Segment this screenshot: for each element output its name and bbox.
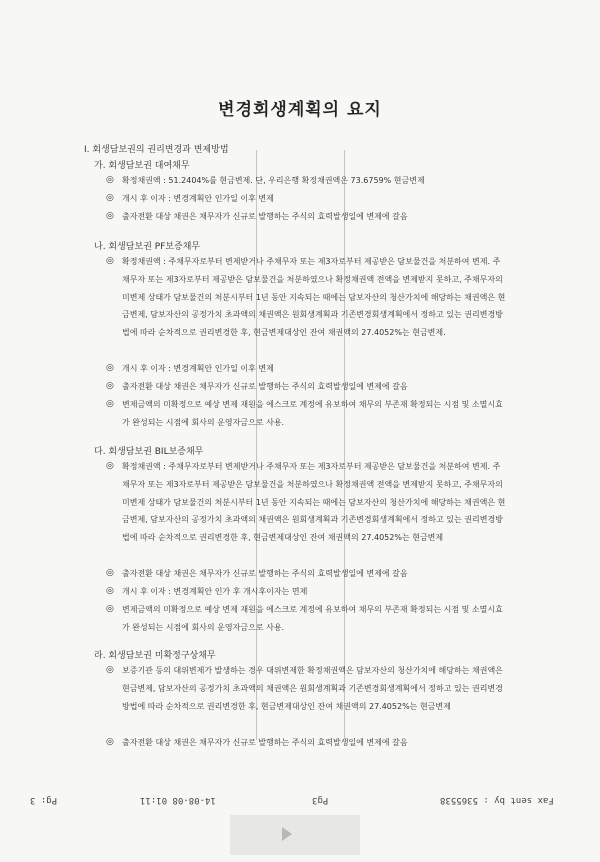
bullet-icon: ◎ [106,399,114,409]
section-d-heading: 라. 회생담보권 미확정구상채무 [94,651,216,661]
footer-time: 14-08-08 01:11 [140,795,216,805]
bullet-icon: ◎ [106,211,114,221]
list-item [106,601,506,637]
bullet-icon: ◎ [106,193,114,203]
bullet-icon: ◎ [106,461,114,471]
list-item [106,360,506,378]
item-text: 출자전환 대상 채권은 채무자가 신규로 발행하는 주식의 효력발생일에 변제에 갈음 [122,382,408,391]
footer-page: Pg: 3 [30,795,58,805]
section-1-heading: I. 회생담보권의 권리변경과 변제방법 [84,145,229,155]
document-title: 변경회생계획의 요지 [218,100,382,120]
fax-footer [0,795,600,815]
bullet-icon: ◎ [106,737,114,747]
footer-pg: Pg3 [312,795,329,805]
list-item [106,565,506,583]
item-text: 개시 후 이자 : 변경계획안 인가일 이후 변제 [122,194,274,203]
section-a-heading: 가. 회생담보권 대여채무 [94,161,190,171]
bullet-icon: ◎ [106,586,114,596]
item-text: 출자전환 대상 채권은 채무자가 신규로 발행하는 주식의 효력발생일에 변제에 갈음 [122,569,408,578]
item-text: 출자전환 대상 채권은 채무자가 신규로 발행하는 주식의 효력발생일에 변제에 갈음 [122,738,408,747]
bullet-icon: ◎ [106,604,114,614]
list-item [106,458,506,547]
list-item [106,172,506,190]
bullet-icon: ◎ [106,256,114,266]
bullet-icon: ◎ [106,665,114,675]
scan-fold-line [256,150,257,740]
footer-fax: Fax sent by : 5365538 [440,795,554,805]
list-item [106,396,506,432]
item-text: 개시 후 이자 : 변경계획안 인가 후 개시후이자는 면제 [122,587,308,596]
bullet-icon: ◎ [106,363,114,373]
list-item [106,734,506,752]
bullet-icon: ◎ [106,568,114,578]
list-item [106,208,506,226]
item-text: 변제금액의 미확정으로 예상 변제 재원을 에스크로 계정에 유보하여 채무의 부존재 확정되는 시점 및 소멸시효가 완성되는 시점에 회사의 운영자금으로 사용. [122,605,503,632]
play-icon [282,827,292,841]
item-text: 변제금액의 미확정으로 예상 변제 재원을 에스크로 계정에 유보하여 채무의 부존재 확정되는 시점 및 소멸시효가 완성되는 시점에 회사의 운영자금으로 사용. [122,400,503,427]
item-text: 개시 후 이자 : 변경계획안 인가일 이후 변제 [122,364,274,373]
list-item [106,378,506,396]
scan-fold-line [344,150,345,740]
item-text: 확정채권액 : 51.2404%를 현금변제. 단, 우리은행 확정채권액은 73.6759% 현금변제 [122,176,425,185]
scan-artifact [230,815,360,855]
item-text: 확정채권액 : 주채무자로부터 변제받거나 주채무자 또는 제3자로부터 제공받은 담보물건을 처분하여 변제. 주채무자 또는 제3자로부터 제공받은 담보물건을 처분하였으나 확정채권액 전액을 변제받지 못하고, 주채무자의 미변제 상태가 담보물건의 처분시부터 1년 동안 지속되는 때에는 담보자산의 청산가치에 해당하는 채권액은 현금변제, 담보자산의 공정가치 초과액의 채권액은 원회생계획과 기존변경회생계획에서 정하고 있는 권리변경방법에 따라 순차적으로 권리변경한 후, 현금변제대상인 잔여 채권액의 27.4052%는 현금변제 [122,462,506,543]
list-item [106,253,506,342]
item-text: 확정채권액 : 주채무자로부터 변제받거나 주채무자 또는 제3자로부터 제공받은 담보물건을 처분하여 변제. 주채무자 또는 제3자로부터 제공받은 담보물건을 처분하였으나 확정채권액 전액을 변제받지 못하고, 주채무자의 미변제 상태가 담보물건의 처분시부터 1년 동안 지속되는 때에는 담보자산의 청산가치에 해당하는 채권액은 현금변제, 담보자산의 공정가치 초과액의 채권액은 원회생계획과 기존변경회생계획에서 정하고 있는 권리변경방법에 따라 순차적으로 권리변경한 후, 현금변제대상인 잔여 채권액의 27.4052%는 현금변제. [122,257,506,338]
list-item [106,190,506,208]
list-item [106,583,506,601]
item-text: 출자전환 대상 채권은 채무자가 신규로 발행하는 주식의 효력발생일에 변제에 갈음 [122,212,408,221]
section-c-heading: 다. 회생담보권 BIL보증채무 [94,447,204,457]
bullet-icon: ◎ [106,381,114,391]
section-b-heading: 나. 회생담보권 PF보증채무 [94,242,201,252]
item-text: 보증기관 등의 대위변제가 발생하는 경우 대위변제한 확정채권액은 담보자산의 청산가치에 해당하는 채권액은 현금변제, 담보자산의 공정가치 초과액의 채권액은 원회생계획과 기존변경회생계획에서 정하고 있는 권리변경방법에 따라 순차적으로 권리변경한 후, 현금변제대상인 잔여 채권액의 27.4052%는 현금변제 [122,666,503,711]
bullet-icon: ◎ [106,175,114,185]
list-item [106,662,506,715]
